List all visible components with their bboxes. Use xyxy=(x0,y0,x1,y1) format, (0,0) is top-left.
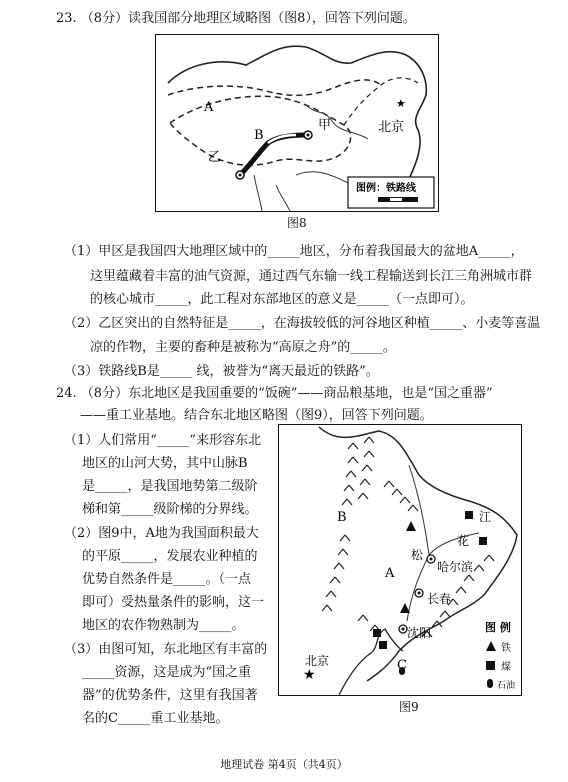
map9-label-song: 松 xyxy=(411,548,424,562)
q24-p1-line4: 梯和第_____级阶梯的分界线。 xyxy=(82,502,258,517)
q24-p2-line5: 地区的农作物熟制为_____。 xyxy=(82,618,245,633)
map9-legend-title: 图 例 xyxy=(485,621,511,634)
q24-p2-line2: 的平原_____，发展农业种植的 xyxy=(82,549,258,564)
q24-header-cont: ——重工业基地。结合东北地区略图（图9），回答下列问题。 xyxy=(80,408,433,423)
q24-p3-line4: 名的C_____重工业基地。 xyxy=(82,711,229,726)
map9-legend-iron: 铁 xyxy=(501,643,511,654)
figure-9-map xyxy=(278,424,522,696)
q23-p1-line2: 这里蕴藏着丰富的油气资源，通过西气东输一线工程输送到长江三角洲城市群 xyxy=(90,269,533,284)
q23-p2-line1: （2）乙区突出的自然特征是_____，在海拔较低的河谷地区种植_____、小麦等喜温 xyxy=(64,316,541,331)
figure-9-caption: 图9 xyxy=(399,700,419,714)
q24-header: 24. （8分）东北地区是我国重要的“饭碗”——商品粮基地，也是“国之重器” xyxy=(56,386,493,401)
svg-text:★: ★ xyxy=(303,667,316,683)
page-footer: 地理试卷 第4页（共4页） xyxy=(220,758,348,771)
map9-label-beijing: 北京 xyxy=(305,654,330,668)
map9-label-jiang: 江 xyxy=(479,510,492,524)
q24-p3-line2: _____资源，这是成为“国之重 xyxy=(82,665,252,680)
map9-label-changchun: 长春 xyxy=(427,592,452,606)
figure-8-caption: 图8 xyxy=(287,216,307,230)
map9-label-b: B xyxy=(337,510,347,525)
map9-legend-coal: 煤 xyxy=(501,662,511,673)
q23-p3: （3）铁路线B是_____ 线，被誉为“离天最近的铁路”。 xyxy=(64,364,379,379)
figure-8-map xyxy=(155,34,439,212)
q24-p3-line1: （3）由图可知，东北地区有丰富的 xyxy=(64,642,268,657)
map9-label-shenyang: 沈阳 xyxy=(407,626,432,640)
map8-label-beijing: 北京 xyxy=(378,120,405,135)
map9-label-hua: 花 xyxy=(457,534,470,548)
q24-p3-line3: 器”的优势条件，这里有我国著 xyxy=(82,688,258,703)
q23-header: 23. （8分）读我国部分地理区域略图（图8），回答下列问题。 xyxy=(56,11,416,26)
map8-label-b: B xyxy=(254,128,264,143)
map9-label-harbin: 哈尔滨 xyxy=(437,560,474,574)
q24-p1-line2: 地区的山河大势，其中山脉B xyxy=(82,456,248,471)
map8-label-yi: 乙 xyxy=(208,150,222,165)
map9-label-a: A xyxy=(385,566,395,581)
q24-p2-line1: （2）图9中，A地为我国面积最大 xyxy=(64,526,259,541)
q23-p1-line3: 的核心城市_____，此工程对东部地区的意义是_____（一点即可）。 xyxy=(90,292,474,307)
q24-p1-line3: 是_____，是我国地势第二级阶 xyxy=(82,479,258,494)
q23-p1-line1: （1）甲区是我国四大地理区域中的_____地区，分布着我国最大的盆地A_____， xyxy=(64,244,524,259)
q24-p2-line4: 即可）受热量条件的影响，这一 xyxy=(82,595,265,610)
svg-text:★: ★ xyxy=(396,97,406,110)
map8-legend-title: 图例：铁路线 xyxy=(356,183,416,194)
q24-p2-line3: 优势自然条件是_____。（一点 xyxy=(82,572,252,587)
map9-label-c: C xyxy=(397,658,407,673)
map8-label-jia: 甲 xyxy=(318,118,332,133)
q23-p2-line2: 凉的作物，主要的畜种是被称为“高原之舟”的_____。 xyxy=(90,340,396,355)
map8-label-a: A xyxy=(204,100,214,115)
map9-legend-oil: 石油 xyxy=(497,681,516,691)
q24-p1-line1: （1）人们常用“_____”来形容东北 xyxy=(64,433,262,448)
